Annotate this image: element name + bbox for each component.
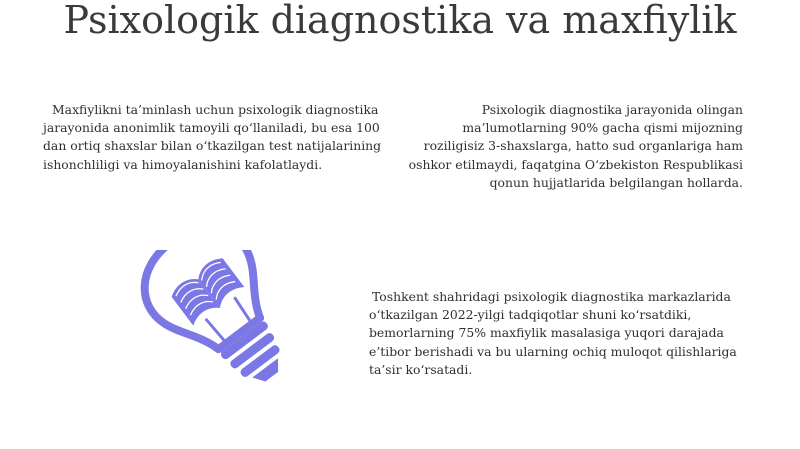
- paragraph-consent: Psixologik diagnostika jarayonida olingan ma’lumotlarning 90% gacha qismi mijozning roziligisiz 3-shaxslarga, hatto sud organlariga ham oshkor etilmaydi, faqatgina O‘zbekiston Respublikasi qonun hujjatlarida belgilangan hollarda.: [408, 102, 743, 190]
- lightbulb-with-book-icon: [98, 250, 308, 400]
- lightbulb-book-illustration: [98, 250, 308, 400]
- paragraph-research: Toshkent shahridagi psixologik diagnostika markazlarida o‘tkazilgan 2022-yilgi tadqiqotlar shuni ko‘rsatdiki, bemorlarning 75% maxfiylik masalasiga yuqori darajada e’tibor berishadi va bu ularning ochiq muloqot qilishlariga ta’sir ko‘rsatadi.: [369, 289, 737, 377]
- slide-title: Psixologik diagnostika va maxfiylik: [63, 0, 737, 42]
- paragraph-anonymity: Maxfiylikni ta’minlash uchun psixologik diagnostika jarayonida anonimlik tamoyili qo‘llaniladi, bu esa 100 dan ortiq shaxslar bilan o‘tkazilgan test natijalarining ishonchliligi va himoyalanishini kafolatlaydi.: [43, 102, 382, 172]
